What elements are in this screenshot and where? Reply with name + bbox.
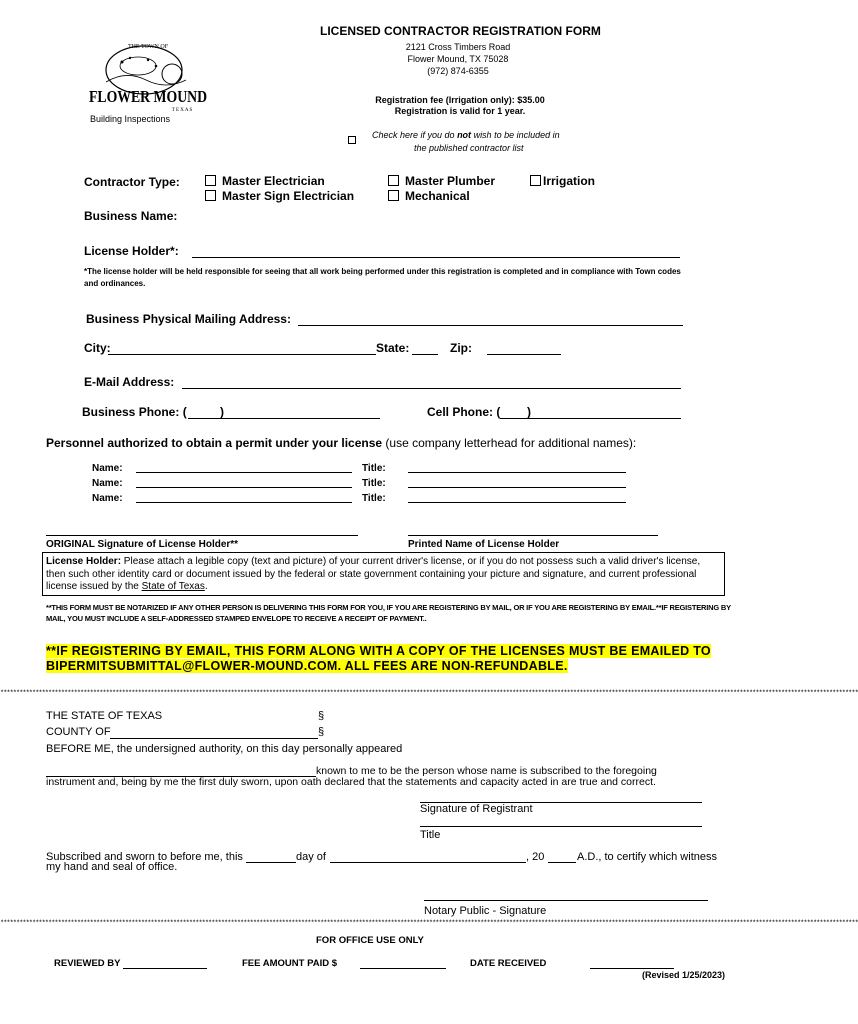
optout-bold: not — [457, 130, 472, 140]
title-label: Title: — [362, 463, 386, 474]
original-signature-label: ORIGINAL Signature of License Holder** — [46, 539, 239, 550]
business-phone-paren: ) — [220, 405, 224, 419]
month-line[interactable] — [330, 862, 526, 863]
optout-checkbox[interactable] — [348, 136, 356, 144]
date-received-line[interactable] — [590, 968, 674, 969]
checkbox[interactable] — [530, 175, 541, 186]
option-label: Master Electrician — [222, 174, 325, 188]
personnel-name-line[interactable] — [136, 472, 352, 473]
business-phone-line[interactable] — [188, 418, 380, 419]
city-label: City: — [84, 341, 111, 355]
email-notice-line-2: BIPERMITSUBMITTAL@FLOWER-MOUND.COM. ALL FEES ARE NON-REFUNDABLE. — [46, 659, 568, 673]
contractor-type-label: Contractor Type: — [84, 175, 180, 189]
option-label: Irrigation — [543, 174, 596, 188]
flower-mound-logo — [86, 40, 212, 114]
personnel-name-line[interactable] — [136, 487, 352, 488]
checkbox[interactable] — [205, 190, 216, 201]
email-line[interactable] — [182, 388, 681, 389]
option-master-electrician[interactable] — [205, 174, 354, 189]
registrant-signature-label: Signature of Registrant — [420, 803, 533, 815]
registrant-title-label: Title — [420, 829, 441, 841]
name-label: Name: — [92, 493, 123, 504]
state-label: State: — [376, 341, 410, 355]
subscribed-text: Subscribed and sworn to before me, this — [46, 851, 243, 863]
notary-state: THE STATE OF TEXAS — [46, 710, 163, 722]
state-of-texas-link[interactable]: State of Texas — [141, 581, 205, 592]
original-signature-line[interactable] — [46, 535, 358, 536]
notary-instrument: instrument and, being by me the first duly sworn, upon oath declared that the statements and capacity acted in are true and correct. — [46, 776, 656, 788]
logo-bottom-text: T E X A S — [171, 108, 193, 113]
mailing-address-line[interactable] — [298, 325, 683, 326]
business-name-label: Business Name: — [84, 209, 178, 223]
zip-label: Zip: — [450, 341, 472, 355]
option-label: Mechanical — [405, 189, 470, 203]
subscribed-text-2: my hand and seal of office. — [46, 861, 178, 873]
printed-name-line[interactable] — [408, 535, 658, 536]
revision-date: (Revised 1/25/2023) — [642, 970, 726, 980]
zip-line[interactable] — [487, 354, 561, 355]
personnel-title-line[interactable] — [408, 487, 626, 488]
section-symbol-1: § — [318, 710, 325, 722]
license-requirement-box — [42, 552, 725, 596]
notarize-notice: **THIS FORM MUST BE NOTARIZED IF ANY OTHER PERSON IS DELIVERING THIS FORM FOR YOU, IF YOU ARE REGISTERING BY MAIL, OR IF YOU ARE REGISTERING BY EMAIL.**IF REGISTERING BY MAIL, YOU MUST INCLUDE A SELF-ADDRESSED STAMPED ENVELOPE TO RECEIVE A RECEIPT OF PAYMENT.. — [46, 603, 731, 623]
personnel-title-labels — [362, 461, 386, 506]
fee-paid-label: FEE AMOUNT PAID $ — [242, 958, 338, 969]
email-label: E-Mail Address: — [84, 375, 175, 389]
star-divider-2: **************************************************************************************************************************************************************************************************************************************************************************** — [0, 920, 858, 928]
personnel-heading-rest: (use company letterhead for additional names): — [382, 436, 637, 450]
county-line[interactable] — [110, 738, 318, 739]
mailing-address-label: Business Physical Mailing Address: — [86, 312, 291, 326]
option-master-plumber[interactable] — [388, 174, 495, 189]
optout-pre: Check here if you do — [372, 130, 458, 140]
printed-name-label: Printed Name of License Holder — [408, 539, 560, 550]
address-line-1: 2121 Cross Timbers Road — [405, 42, 511, 52]
name-label: Name: — [92, 463, 123, 474]
notary-county: COUNTY OF — [46, 726, 111, 738]
cell-phone-paren: ) — [527, 405, 531, 419]
title-label: Title: — [362, 493, 386, 504]
email-notice — [46, 644, 730, 674]
registrant-title-line[interactable] — [420, 826, 702, 827]
personnel-name-labels — [92, 461, 123, 506]
address-line-2: Flower Mound, TX 75028 — [407, 54, 509, 64]
address-phone: (972) 874-6355 — [427, 66, 489, 76]
ad-text: A.D., to certify which witness — [577, 851, 717, 863]
star-divider: **************************************************************************************************************************************************************************************************************************************************************************** — [0, 690, 858, 698]
fee-info — [340, 95, 580, 117]
reviewed-by-line[interactable] — [123, 968, 207, 969]
business-phone-label: Business Phone: ( — [82, 405, 187, 419]
license-holder-note: *The license holder will be held responsible for seeing that all work being performed under this registration is completed and in compliance with Town codes and ordinances. — [84, 267, 681, 288]
state-line[interactable] — [412, 354, 438, 355]
town-address — [390, 41, 526, 77]
option-label: Master Sign Electrician — [222, 189, 355, 203]
year-line[interactable] — [548, 862, 576, 863]
license-holder-label: License Holder*: — [84, 244, 179, 258]
personnel-heading — [46, 436, 636, 450]
name-label: Name: — [92, 478, 123, 489]
optout-post: wish to be included in — [471, 130, 560, 140]
valid-text: Registration is valid for 1 year. — [394, 106, 526, 116]
checkbox[interactable] — [388, 190, 399, 201]
section-symbol-2: § — [318, 726, 325, 738]
cell-phone-label: Cell Phone: ( — [427, 405, 501, 419]
title-label: Title: — [362, 478, 386, 489]
contractor-col-2 — [388, 174, 495, 204]
notary-signature-label: Notary Public - Signature — [424, 905, 547, 917]
year-text: , 20 — [526, 851, 545, 863]
city-line[interactable] — [108, 354, 376, 355]
license-box-end: . — [204, 581, 208, 592]
fee-paid-line[interactable] — [360, 968, 446, 969]
logo-name: FLOWER MOUND — [89, 87, 207, 106]
department-name: Building Inspections — [90, 114, 171, 124]
option-mechanical[interactable] — [388, 189, 495, 204]
checkbox[interactable] — [388, 175, 399, 186]
day-line[interactable] — [246, 862, 296, 863]
notary-before-me: BEFORE ME, the undersigned authority, on this day personally appeared — [46, 743, 403, 755]
reviewed-by-label: REVIEWED BY — [54, 958, 121, 969]
logo-top-text: THE TOWN OF — [127, 44, 169, 50]
personnel-title-line[interactable] — [408, 502, 626, 503]
license-box-label: License Holder: — [46, 556, 122, 567]
license-box-text: Please attach a legible copy (text and picture) of your current driver's license, or if you do not possess such a valid driver's license, then such other identity card or document issued by the federal or state government containing your picture and signature, and current professional license issued by the — [46, 556, 701, 592]
option-master-sign-electrician[interactable] — [205, 189, 354, 204]
license-holder-line[interactable] — [192, 257, 680, 258]
checkbox[interactable] — [205, 175, 216, 186]
office-use-heading: FOR OFFICE USE ONLY — [316, 935, 424, 946]
day-of-text: day of — [296, 851, 326, 863]
personnel-name-line[interactable] — [136, 502, 352, 503]
option-irrigation[interactable] — [530, 174, 595, 188]
optout-text — [372, 129, 560, 155]
date-received-label: DATE RECEIVED — [470, 958, 547, 969]
form-title: LICENSED CONTRACTOR REGISTRATION FORM — [320, 24, 601, 38]
option-label: Master Plumber — [405, 174, 496, 188]
email-notice-line-1: **IF REGISTERING BY EMAIL, THIS FORM ALONG WITH A COPY OF THE LICENSES MUST BE EMAILED TO — [46, 644, 711, 658]
personnel-heading-bold: Personnel authorized to obtain a permit under your license — [46, 436, 383, 450]
notary-signature-line[interactable] — [424, 900, 708, 901]
contractor-col-1 — [205, 174, 354, 204]
fee-text: Registration fee (Irrigation only): $35.00 — [375, 95, 545, 105]
optout-line-2: the published contractor list — [414, 143, 524, 153]
notary-known: known to me to be the person whose name is subscribed to the foregoing — [316, 765, 657, 777]
personnel-title-line[interactable] — [408, 472, 626, 473]
